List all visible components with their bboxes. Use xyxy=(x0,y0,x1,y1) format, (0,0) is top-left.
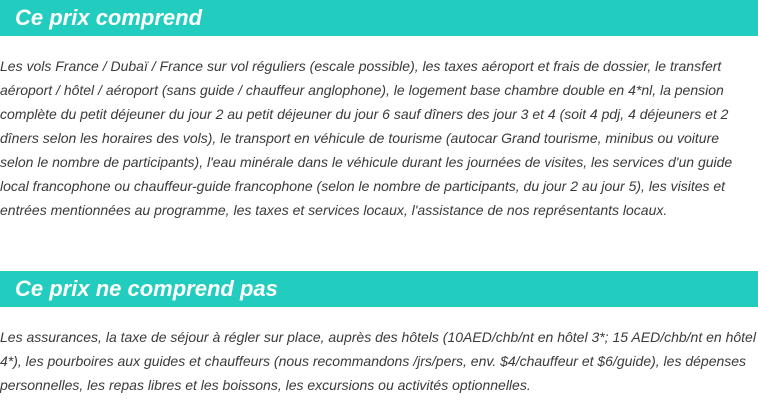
section-header-includes xyxy=(0,0,758,36)
section-title-includes: Ce prix comprend xyxy=(15,5,203,30)
section-text-excludes: Les assurances, la taxe de séjour à régler sur place, auprès des hôtels (10AED/chb/nt en hôtel 3*; 15 AED/chb/nt en hôtel 4*), les pourboires aux guides et chauffeurs (nous recommandons /jrs/pers, env. $4/chauffeur et $6/guide), les dépenses personnelles, les repas libres et les boissons, les excursions ou activités optionnelles. xyxy=(0,329,756,393)
section-title-excludes: Ce prix ne comprend pas xyxy=(15,276,278,301)
section-text-includes: Les vols France / Dubaï / France sur vol réguliers (escale possible), les taxes aéroport et frais de dossier, le transfert aéroport / hôtel / aéroport (sans guide / chauffeur anglophone), le logement base chambre double en 4*nl, la pension complète du petit déjeuner du jour 2 au petit déjeuner du jour 6 sauf dîners des jour 3 et 4 (soit 4 pdj, 4 déjeuners et 2 dîners selon les horaires des vols), le transport en véhicule de tourisme (autocar Grand tourisme, minibus ou voiture selon le nombre de participants), l'eau minérale dans le véhicule durant les journées de visites, les services d'un guide local francophone ou chauffeur-guide francophone (selon le nombre de participants, du jour 2 au jour 5), les visites et entrées mentionnées au programme, les taxes et services locaux, l'assistance de nos représentants locaux. xyxy=(0,58,733,218)
section-header-excludes xyxy=(0,271,758,307)
